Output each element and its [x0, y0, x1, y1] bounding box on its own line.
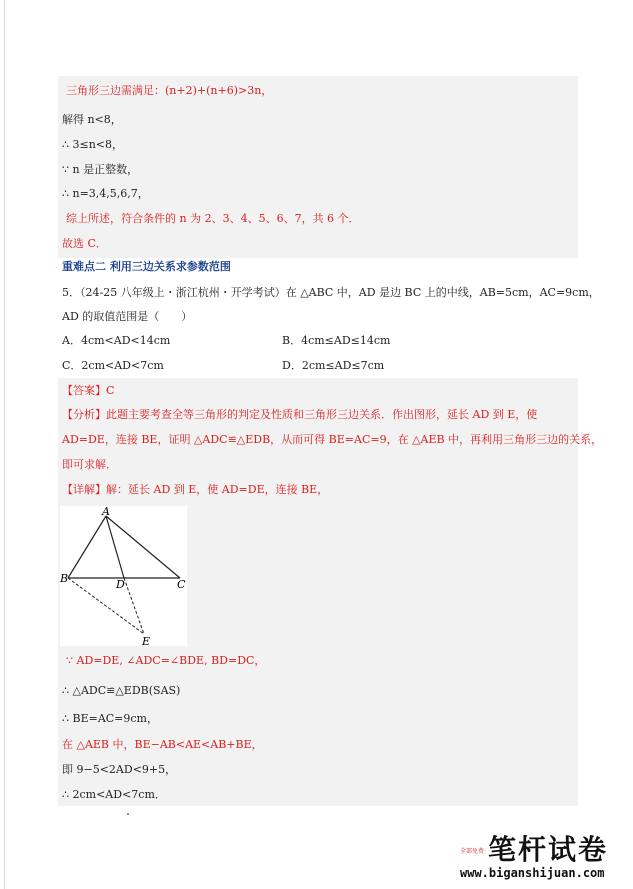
step-line: ∵ AD=DE, ∠ADC=∠BDE, BD=DC， — [66, 654, 266, 667]
solution-line: 三角形三边需满足：(n+2)+(n+6)>3n， — [66, 84, 273, 97]
label-d: D — [116, 578, 125, 591]
analysis-line: AD=DE，连接 BE，证明 △ADC≌△EDB，从而可得 BE=AC=9，在 △AEB 中，再利用三角形三边的关系， — [62, 433, 603, 446]
brand-url: www.biganshijuan.com — [460, 866, 605, 880]
option-a: A．4cm<AD<14cm — [62, 334, 171, 347]
brand-logo — [460, 828, 630, 886]
stray-dot — [127, 813, 129, 815]
answer-line: 【答案】C — [62, 384, 115, 397]
label-a: A — [102, 506, 110, 518]
brand-tag: 全部免费 — [460, 848, 485, 855]
option-d: D．2cm≤AD≤7cm — [282, 359, 385, 372]
segment-ad — [106, 516, 124, 578]
segment-de — [124, 578, 144, 634]
segment-ac — [106, 516, 180, 578]
label-c: C — [177, 578, 186, 591]
solution-line: ∴ 3≤n<8， — [62, 138, 124, 151]
geometry-figure — [60, 506, 187, 646]
step-line: ∴ BE=AC=9cm， — [62, 712, 158, 725]
option-c: C．2cm<AD<7cm — [62, 359, 164, 372]
solution-line: 故选 C． — [62, 237, 107, 250]
step-line: 即 9−5<2AD<9+5， — [62, 763, 177, 776]
option-b: B．4cm≤AD≤14cm — [282, 334, 391, 347]
analysis-line: 即可求解． — [62, 458, 117, 471]
section-heading: 重难点二 利用三边关系求参数范围 — [62, 260, 231, 273]
solution-line: 解得 n<8， — [62, 113, 122, 126]
segment-ab — [68, 516, 106, 578]
label-e: E — [142, 635, 151, 646]
solution-line: 综上所述，符合条件的 n 为 2、3、4、5、6、7，共 6 个． — [66, 212, 360, 225]
analysis-line: 【分析】此题主要考查全等三角形的判定及性质和三角形三边关系．作出图形，延长 AD 到 E，使 — [62, 408, 538, 421]
solution-line: ∵ n 是正整数， — [62, 163, 139, 176]
label-b: B — [60, 572, 69, 585]
question-stem: 5．（24-25 八年级上・浙江杭州・开学考试）在 △ABC 中，AD 是边 BC 上的中线，AB=5cm，AC=9cm， — [62, 286, 600, 299]
page-left-border — [4, 0, 5, 889]
question-stem: AD 的取值范围是（ ） — [62, 310, 193, 323]
brand-title: 笔杆试卷 — [488, 833, 609, 866]
step-line: ∴ 2cm<AD<7cm． — [62, 788, 166, 801]
solution-line: ∴ n=3,4,5,6,7， — [62, 187, 149, 200]
detail-line: 【详解】解：延长 AD 到 E，使 AD=DE，连接 BE， — [62, 483, 329, 496]
triangle-diagram — [60, 506, 187, 646]
segment-be — [68, 578, 144, 634]
step-line: ∴ △ADC≌△EDB(SAS) — [62, 684, 181, 697]
step-line: 在 △AEB 中，BE−AB<AE<AB+BE， — [62, 738, 263, 751]
